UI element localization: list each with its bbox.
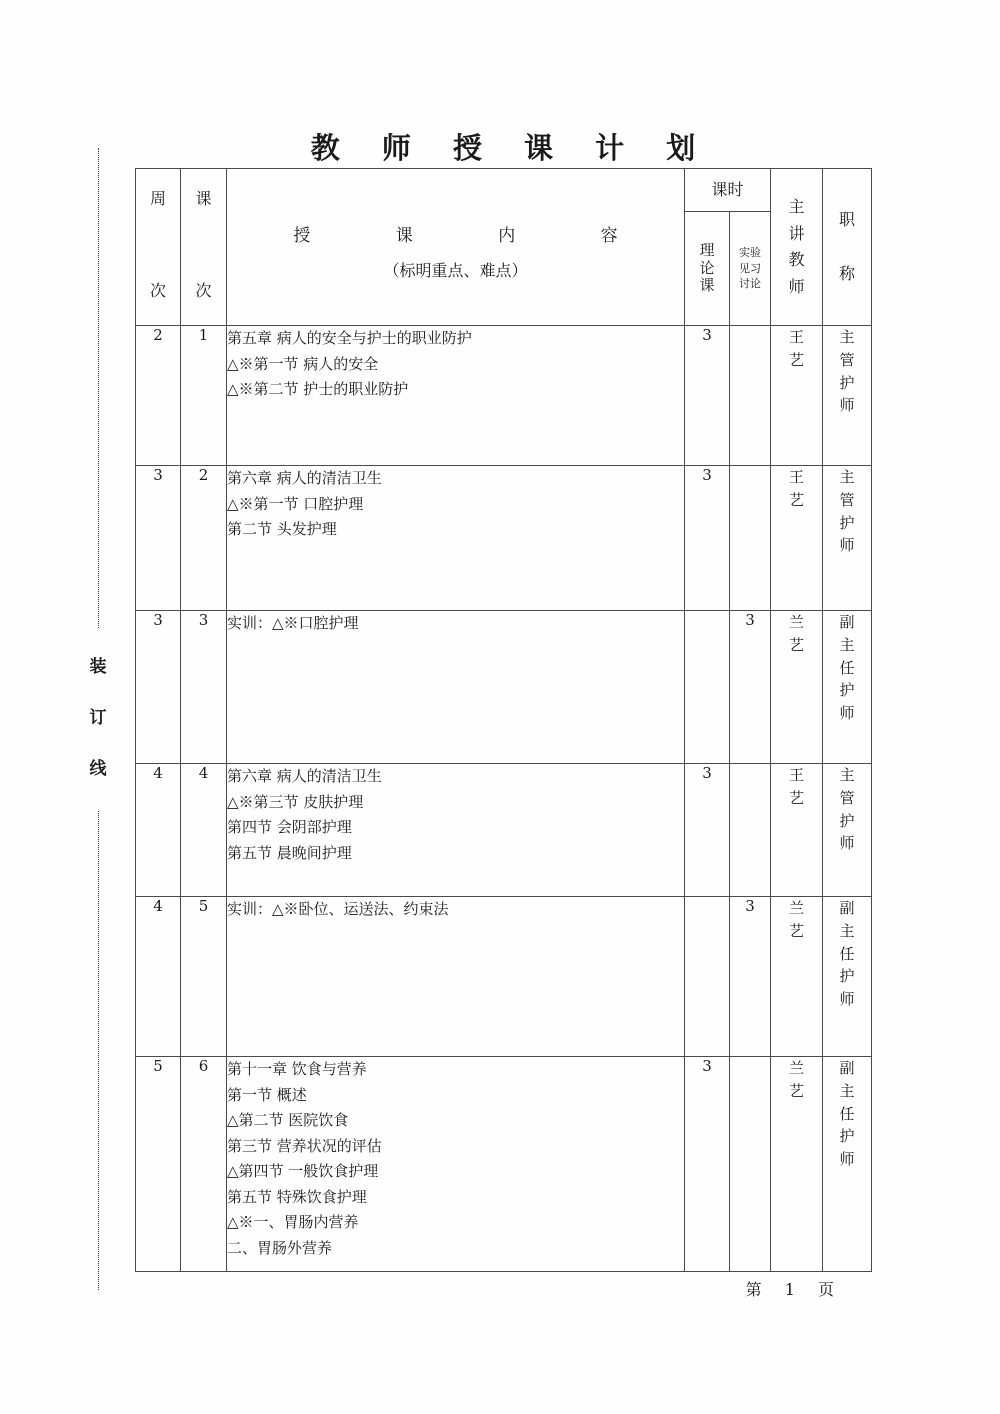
page-footer: [135, 1277, 871, 1300]
binding-char-2: 订: [89, 707, 107, 728]
cell-week: 3: [136, 466, 181, 611]
job-title-vertical: [823, 897, 871, 1011]
teacher-name-char: 王: [789, 468, 805, 486]
job-title-vertical: [823, 1057, 871, 1171]
cell-hours-theory: 3: [685, 1057, 730, 1272]
job-title-char: 任: [839, 1104, 855, 1123]
content-line: 第六章 病人的清洁卫生: [227, 767, 382, 785]
binding-label: [90, 628, 107, 811]
cell-lesson: 1: [181, 326, 227, 466]
job-title-char: 副: [839, 613, 855, 631]
cell-content: [227, 466, 685, 611]
cell-lesson: 6: [181, 1057, 227, 1272]
binding-dotted-line-top: [98, 148, 99, 628]
cell-content: [227, 897, 685, 1057]
header-row-1: [136, 169, 872, 212]
binding-margin: [78, 148, 118, 1290]
content-line: 第三节 营养状况的评估: [227, 1136, 382, 1155]
cell-job-title: [823, 326, 872, 466]
cell-teacher: [771, 764, 823, 897]
job-title-char: 师: [839, 990, 855, 1009]
header-teacher-char-4: 师: [788, 277, 805, 297]
header-job-title-char-2: 称: [839, 263, 856, 283]
job-title-char: 师: [839, 536, 855, 555]
job-title-vertical: [823, 611, 871, 725]
header-job-title-char-1: 职: [839, 210, 856, 230]
job-title-char: 副: [839, 1059, 855, 1077]
cell-hours-lab: 3: [730, 897, 771, 1057]
teacher-name-char: 艺: [789, 921, 805, 940]
header-hours-theory: [685, 212, 730, 326]
cell-week: 2: [136, 326, 181, 466]
header-week-char-1: 周: [149, 189, 166, 208]
cell-hours-theory: [685, 897, 730, 1057]
content-line: 第六章 病人的清洁卫生: [227, 469, 382, 487]
header-hours-theory-char-2: 论: [699, 258, 715, 277]
job-title-char: 师: [839, 704, 855, 723]
header-hours-lab-word-2: 见习: [739, 261, 761, 275]
header-week-char-2: 次: [149, 281, 166, 300]
cell-job-title: [823, 466, 872, 611]
cell-content: [227, 326, 685, 466]
content-line: 实训：△※卧位、运送法、约束法: [227, 900, 449, 918]
teaching-plan-table: [135, 168, 872, 1272]
teacher-name-char: 艺: [789, 350, 805, 369]
content-line: △※第一节 口腔护理: [227, 494, 364, 513]
teacher-name-char: 王: [789, 766, 805, 784]
job-title-char: 副: [839, 899, 855, 917]
job-title-vertical: [823, 466, 871, 557]
binding-char-1: 装: [89, 656, 107, 677]
teacher-name-char: 艺: [789, 788, 805, 807]
table-row: [136, 326, 872, 466]
cell-content: [227, 611, 685, 764]
teacher-name-vertical: [771, 611, 822, 657]
table-row: [136, 897, 872, 1057]
cell-job-title: [823, 611, 872, 764]
teacher-name-vertical: [771, 466, 822, 512]
job-title-char: 主: [839, 921, 855, 940]
job-title-char: 管: [839, 490, 855, 509]
cell-teacher: [771, 326, 823, 466]
teacher-name-vertical: [771, 326, 822, 372]
table-row: [136, 466, 872, 611]
cell-teacher: [771, 1057, 823, 1272]
job-title-vertical: [823, 326, 871, 417]
header-week: [136, 169, 181, 326]
cell-week: 4: [136, 897, 181, 1057]
job-title-vertical: [823, 764, 871, 855]
header-teacher-char-3: 教: [788, 250, 805, 270]
content-line: 第五节 特殊饮食护理: [227, 1187, 367, 1206]
job-title-char: 任: [839, 658, 855, 677]
job-title-char: 护: [839, 967, 855, 986]
header-hours-theory-char-3: 课: [699, 276, 715, 295]
job-title-char: 护: [839, 373, 855, 392]
table-row: [136, 764, 872, 897]
header-hours-lab-word-1: 实验: [739, 245, 761, 259]
cell-week: 3: [136, 611, 181, 764]
header-lesson-char-2: 次: [195, 281, 212, 300]
cell-lesson: 2: [181, 466, 227, 611]
job-title-char: 师: [839, 1150, 855, 1169]
content-line: 第五节 晨晚间护理: [227, 843, 352, 862]
cell-job-title: [823, 897, 872, 1057]
teacher-name-char: 艺: [789, 1081, 805, 1100]
teacher-name-vertical: [771, 897, 822, 943]
job-title-char: 师: [839, 834, 855, 853]
binding-char-3: 线: [89, 758, 107, 779]
table-row: [136, 1057, 872, 1272]
header-teacher: [771, 169, 823, 326]
table-body: [136, 326, 872, 1272]
page-title: 教 师 授 课 计 划: [310, 131, 712, 165]
cell-week: 5: [136, 1057, 181, 1272]
cell-hours-theory: 3: [685, 466, 730, 611]
cell-content: [227, 764, 685, 897]
cell-hours-theory: 3: [685, 326, 730, 466]
footer-page-number: 1: [784, 1280, 795, 1299]
cell-lesson: 3: [181, 611, 227, 764]
cell-teacher: [771, 611, 823, 764]
job-title-char: 护: [839, 811, 855, 830]
header-content-main: 授 课 内 容: [293, 226, 658, 246]
header-hours-theory-char-1: 理: [699, 240, 715, 259]
cell-teacher: [771, 897, 823, 1057]
content-line: 实训：△※口腔护理: [227, 614, 359, 632]
cell-content: [227, 1057, 685, 1272]
header-hours-group: 课时: [685, 169, 771, 212]
content-line: △※一、胃肠内营养: [227, 1213, 359, 1231]
job-title-char: 管: [839, 350, 855, 369]
footer-prefix: 第: [745, 1280, 762, 1299]
content-line: △※第二节 护士的职业防护: [227, 380, 409, 398]
table-header: [136, 169, 872, 326]
header-content-sub: （标明重点、难点）: [383, 261, 528, 280]
job-title-char: 主: [839, 1081, 855, 1100]
content-line: △※第三节 皮肤护理: [227, 792, 364, 811]
cell-lesson: 4: [181, 764, 227, 897]
job-title-char: 师: [839, 396, 855, 415]
teacher-name-vertical: [771, 1057, 822, 1103]
cell-job-title: [823, 764, 872, 897]
teacher-name-vertical: [771, 764, 822, 810]
table-row: [136, 611, 872, 764]
cell-week: 4: [136, 764, 181, 897]
content-line: 第四节 会阴部护理: [227, 818, 352, 836]
cell-teacher: [771, 466, 823, 611]
job-title-char: 护: [839, 1127, 855, 1146]
cell-lesson: 5: [181, 897, 227, 1057]
teacher-name-char: 兰: [789, 899, 805, 917]
job-title-char: 主: [839, 766, 855, 784]
content-line: △第四节 一般饮食护理: [227, 1162, 379, 1180]
cell-hours-lab: [730, 326, 771, 466]
teacher-name-char: 王: [789, 328, 805, 346]
cell-job-title: [823, 1057, 872, 1272]
job-title-char: 任: [839, 944, 855, 963]
job-title-char: 主: [839, 635, 855, 654]
teacher-name-char: 艺: [789, 490, 805, 509]
cell-hours-theory: [685, 611, 730, 764]
header-job-title: [823, 169, 872, 326]
job-title-char: 护: [839, 513, 855, 532]
content-line: 二、胃肠外营养: [227, 1238, 333, 1257]
header-lesson: [181, 169, 227, 326]
cell-hours-lab: [730, 764, 771, 897]
header-teacher-char-1: 主: [788, 196, 805, 216]
footer-suffix: 页: [817, 1280, 834, 1299]
content-line: 第一节 概述: [227, 1085, 307, 1104]
cell-hours-lab: [730, 466, 771, 611]
cell-hours-theory: 3: [685, 764, 730, 897]
cell-hours-lab: [730, 1057, 771, 1272]
job-title-char: 主: [839, 328, 855, 346]
content-line: △※第一节 病人的安全: [227, 354, 379, 373]
binding-dotted-line-bottom: [98, 811, 99, 1291]
content-line: 第二节 头发护理: [227, 520, 337, 538]
teacher-name-char: 兰: [789, 613, 805, 631]
header-hours-lab-word-3: 讨论: [739, 277, 761, 291]
header-hours-lab: [730, 212, 771, 326]
teacher-name-char: 兰: [789, 1059, 805, 1077]
header-lesson-char-1: 课: [195, 189, 212, 208]
teacher-name-char: 艺: [789, 635, 805, 654]
header-content: [227, 169, 685, 326]
job-title-char: 主: [839, 468, 855, 486]
job-title-char: 护: [839, 681, 855, 700]
job-title-char: 管: [839, 788, 855, 807]
content-line: △第二节 医院饮食: [227, 1111, 349, 1129]
content-line: 第五章 病人的安全与护士的职业防护: [227, 329, 472, 347]
content-line: 第十一章 饮食与营养: [227, 1060, 367, 1078]
cell-hours-lab: 3: [730, 611, 771, 764]
header-teacher-char-2: 讲: [788, 223, 805, 243]
